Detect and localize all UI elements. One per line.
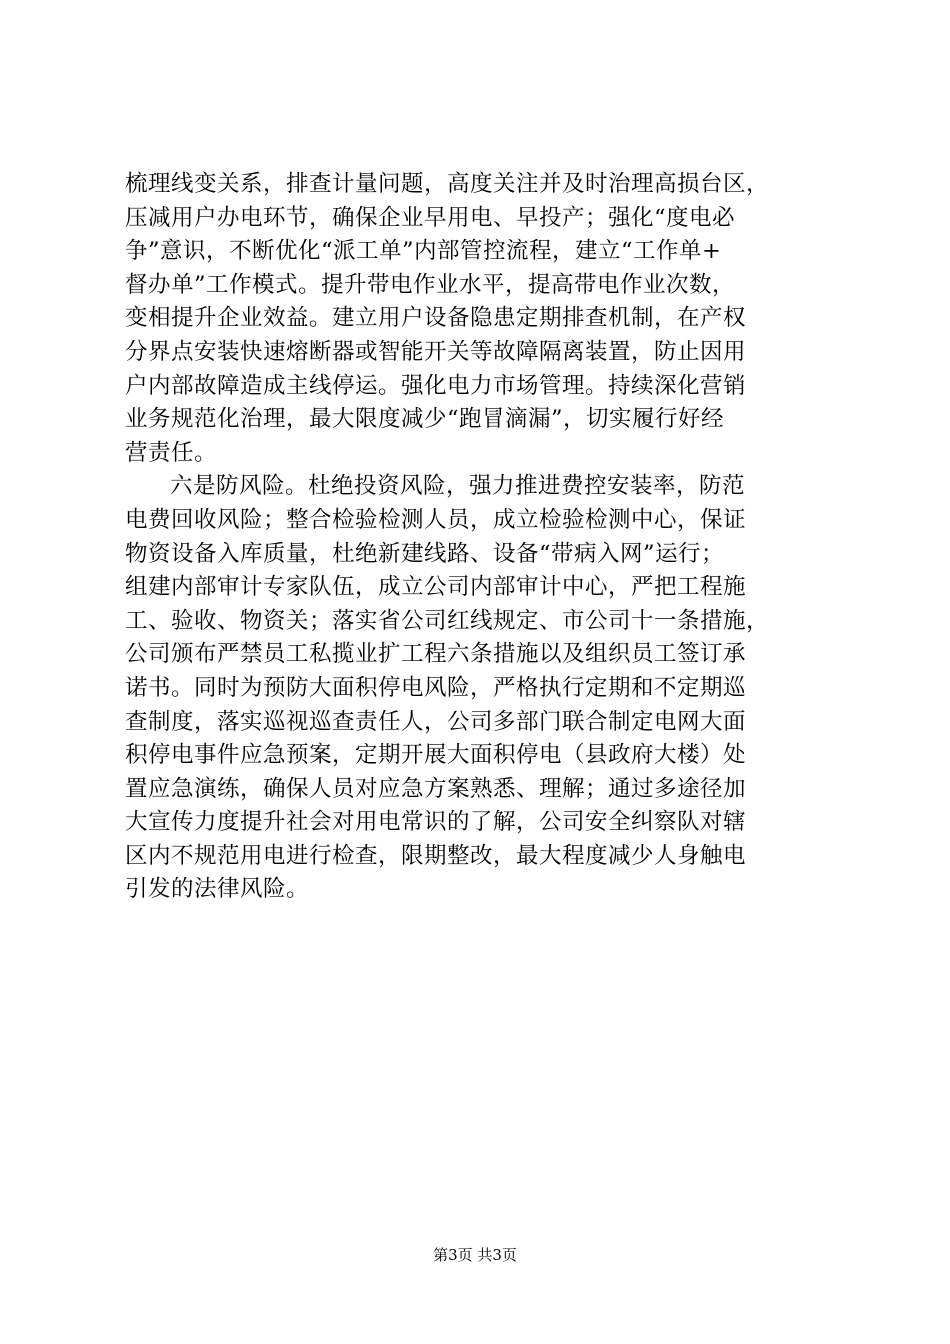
text-line: 压减用户办电环节，确保企业早用电、早投产；强化“度电必	[125, 204, 736, 231]
text-line: 督办单”工作模式。提升带电作业水平，提高带电作业次数，	[125, 271, 736, 298]
text-line: 营责任。	[125, 439, 218, 466]
page-footer: 第3页 共3页	[433, 1246, 517, 1264]
text-line: 物资设备入库质量，杜绝新建线路、设备“带病入网”运行；	[125, 540, 725, 567]
text-line: 引发的法律风险。	[125, 876, 310, 903]
text-line: 业务规范化治理，最大限度减少“跑冒滴漏”，切实履行好经	[125, 406, 725, 433]
text-line: 置应急演练，确保人员对应急方案熟悉、理解；通过多途径加	[125, 775, 747, 802]
text-line: 区内不规范用电进行检查，限期整改，最大程度减少人身触电	[125, 842, 747, 869]
text-line: 大宣传力度提升社会对用电常识的了解，公司安全纠察队对辖	[125, 809, 747, 836]
text-line: 电费回收风险；整合检验检测人员，成立检验检测中心，保证	[125, 506, 747, 533]
text-line: 积停电事件应急预案，定期开展大面积停电（县政府大楼）处	[125, 742, 747, 769]
text-line: 争”意识，不断优化“派工单”内部管控流程，建立“工作单+	[125, 238, 722, 265]
text-line: 六是防风险。杜绝投资风险，强力推进费控安装率，防范	[170, 473, 746, 500]
text-line: 诺书。同时为预防大面积停电风险，严格执行定期和不定期巡	[125, 674, 747, 701]
text-line: 梳理线变关系，排查计量问题，高度关注并及时治理高损台区，	[125, 171, 770, 197]
paragraph-1	[125, 168, 830, 470]
text-line: 变相提升企业效益。建立用户设备隐患定期排查机制，在产权	[125, 305, 747, 332]
text-line: 公司颁布严禁员工私揽业扩工程六条措施以及组织员工签订承	[125, 641, 747, 668]
paragraph-2	[125, 470, 830, 907]
document-body	[125, 168, 830, 907]
text-line: 组建内部审计专家队伍，成立公司内部审计中心，严把工程施	[125, 574, 747, 601]
text-line: 分界点安装快速熔断器或智能开关等故障隔离装置，防止因用	[125, 338, 747, 365]
text-line: 查制度，落实巡视巡查责任人，公司多部门联合制定电网大面	[125, 708, 747, 735]
text-line: 工、验收、物资关；落实省公司红线规定、市公司十一条措施，	[125, 607, 770, 634]
text-line: 户内部故障造成主线停运。强化电力市场管理。持续深化营销	[125, 372, 747, 399]
